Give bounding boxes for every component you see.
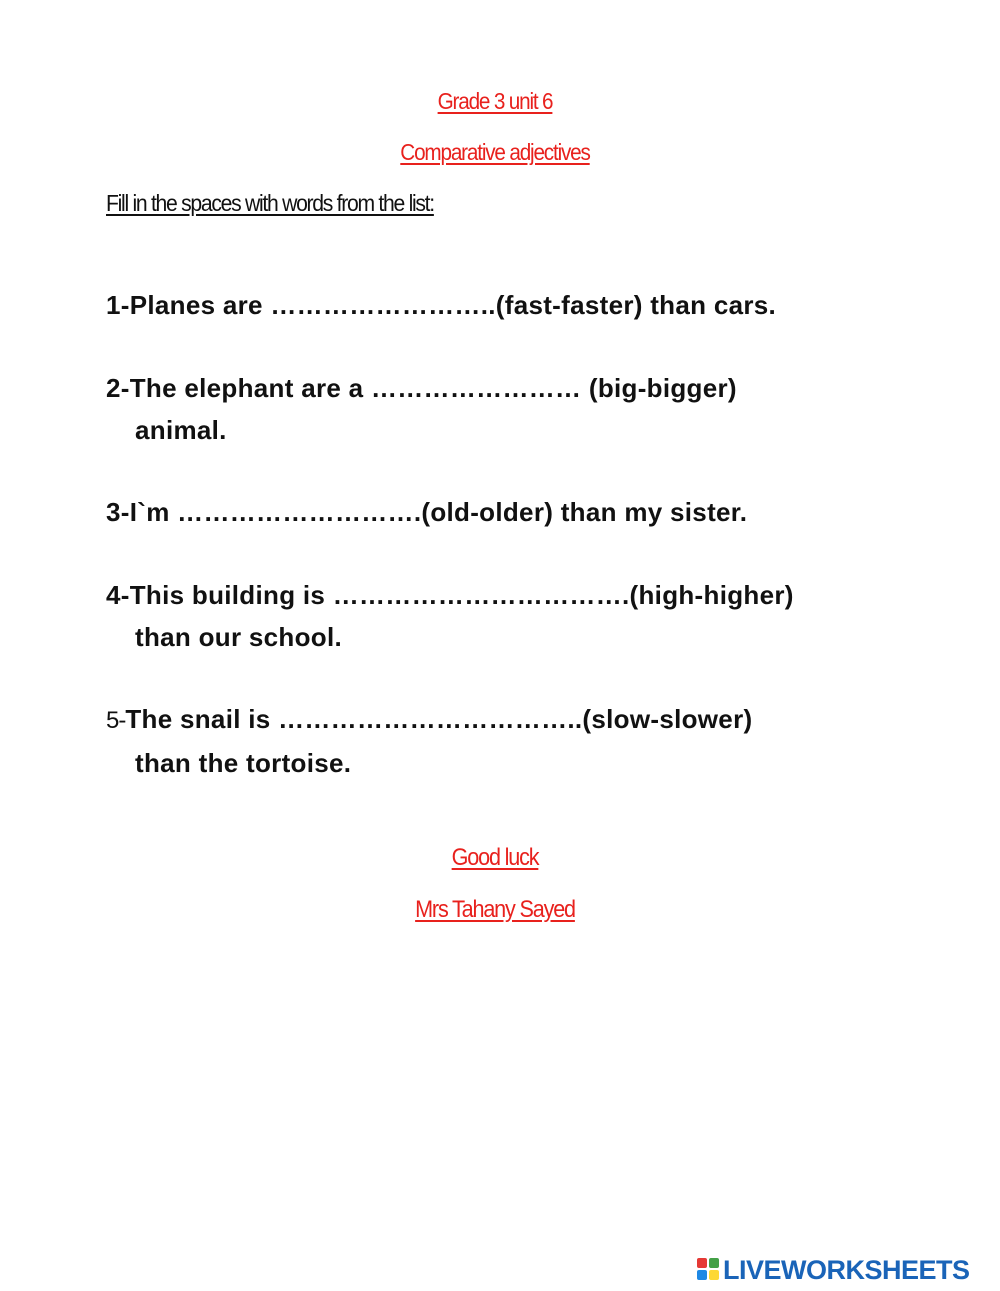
- good-luck-text: Good luck: [451, 844, 539, 871]
- instruction-text: Fill in the spaces with words from the list:: [106, 190, 434, 216]
- question-1: [106, 284, 776, 326]
- question-number: 3-: [106, 497, 130, 527]
- logo-square-e: [709, 1270, 719, 1280]
- question-continuation: animal.: [135, 415, 227, 445]
- teacher-signature: Mrs Tahany Sayed: [415, 896, 575, 923]
- question-number: 1-: [106, 290, 130, 320]
- logo-square-v: [697, 1270, 707, 1280]
- question-2: [106, 367, 737, 451]
- liveworksheets-logo[interactable]: [697, 1256, 970, 1284]
- worksheet-title: Grade 3 unit 6: [437, 88, 553, 114]
- question-text: This building is …………………………….(high-higher): [129, 580, 794, 610]
- logo-square-l: [697, 1258, 707, 1268]
- question-continuation: than the tortoise.: [135, 748, 352, 778]
- question-4: [106, 574, 794, 658]
- question-number: 5-: [106, 707, 126, 734]
- question-text: Planes are ……………………..(fast-faster) than cars.: [129, 290, 777, 320]
- liveworksheets-logo-text: LIVEWORKSHEETS: [723, 1254, 970, 1285]
- logo-square-i: [709, 1258, 719, 1268]
- question-text: The snail is ……………………………..(slow-slower): [125, 704, 753, 734]
- question-text: The elephant are a …………………… (big-bigger): [129, 373, 737, 403]
- question-5: [106, 698, 752, 784]
- worksheet-subtitle: Comparative adjectives: [400, 139, 590, 165]
- liveworksheets-logo-icon: [697, 1258, 721, 1282]
- question-3: [106, 491, 747, 533]
- question-number: 4-: [106, 580, 130, 610]
- question-text: I`m ……………………….(old-older) than my sister.: [129, 497, 748, 527]
- question-continuation: than our school.: [135, 622, 343, 652]
- question-number: 2-: [106, 373, 130, 403]
